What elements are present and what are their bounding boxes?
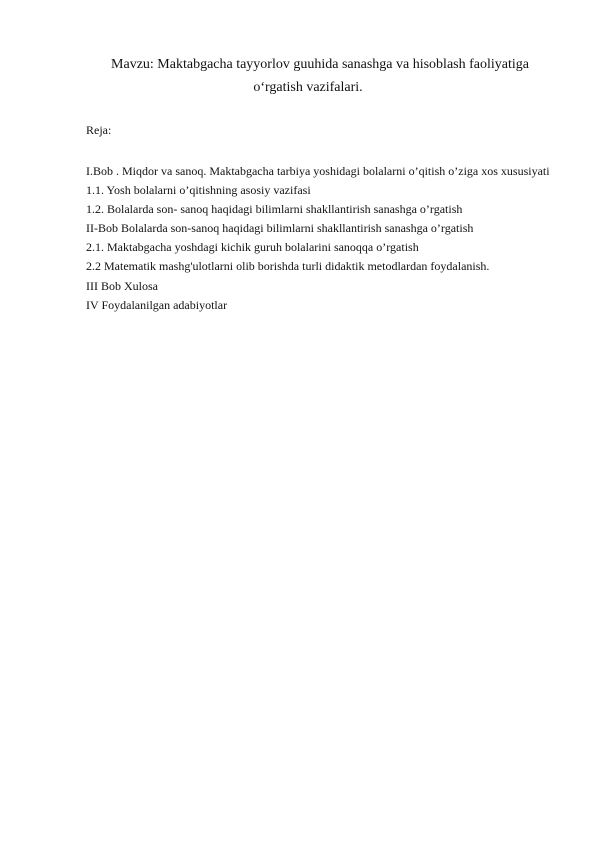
toc-item: III Bob Xulosa [86,278,158,293]
title-line-2: o‘rgatish vazifalari. [253,80,363,95]
toc-item: 2.1. Maktabgacha yoshdagi kichik guruh bolalarini sanoqqa o’rgatish [86,240,419,255]
title-line-1: Mavzu: Maktabgacha tayyorlov guuhida sanashga va hisoblash faoliyatiga [111,57,529,72]
table-of-contents [86,162,550,315]
toc-item: 1.1. Yosh bolalarni o’qitishning asosiy vazifasi [86,183,311,198]
toc-item: II-Bob Bolalarda son-sanoq haqidagi bilimlarni shakllantirish sanashga o’rgatish [86,221,474,236]
plan-label: Reja: [86,123,112,137]
toc-item: 1.2. Bolalarda son- sanoq haqidagi bilimlarni shakllantirish sanashga o’rgatish [86,202,463,217]
toc-item: IV Foydalanilgan adabiyotlar [86,297,228,312]
toc-item: I.Bob . Miqdor va sanoq. Maktabgacha tarbiya yoshidagi bolalarni o’qitish o’ziga xos xususiyati [86,164,550,178]
toc-item: 2.2 Matematik mashg'ulotlarni olib borishda turli didaktik metodlardan foydalanish. [86,259,490,274]
